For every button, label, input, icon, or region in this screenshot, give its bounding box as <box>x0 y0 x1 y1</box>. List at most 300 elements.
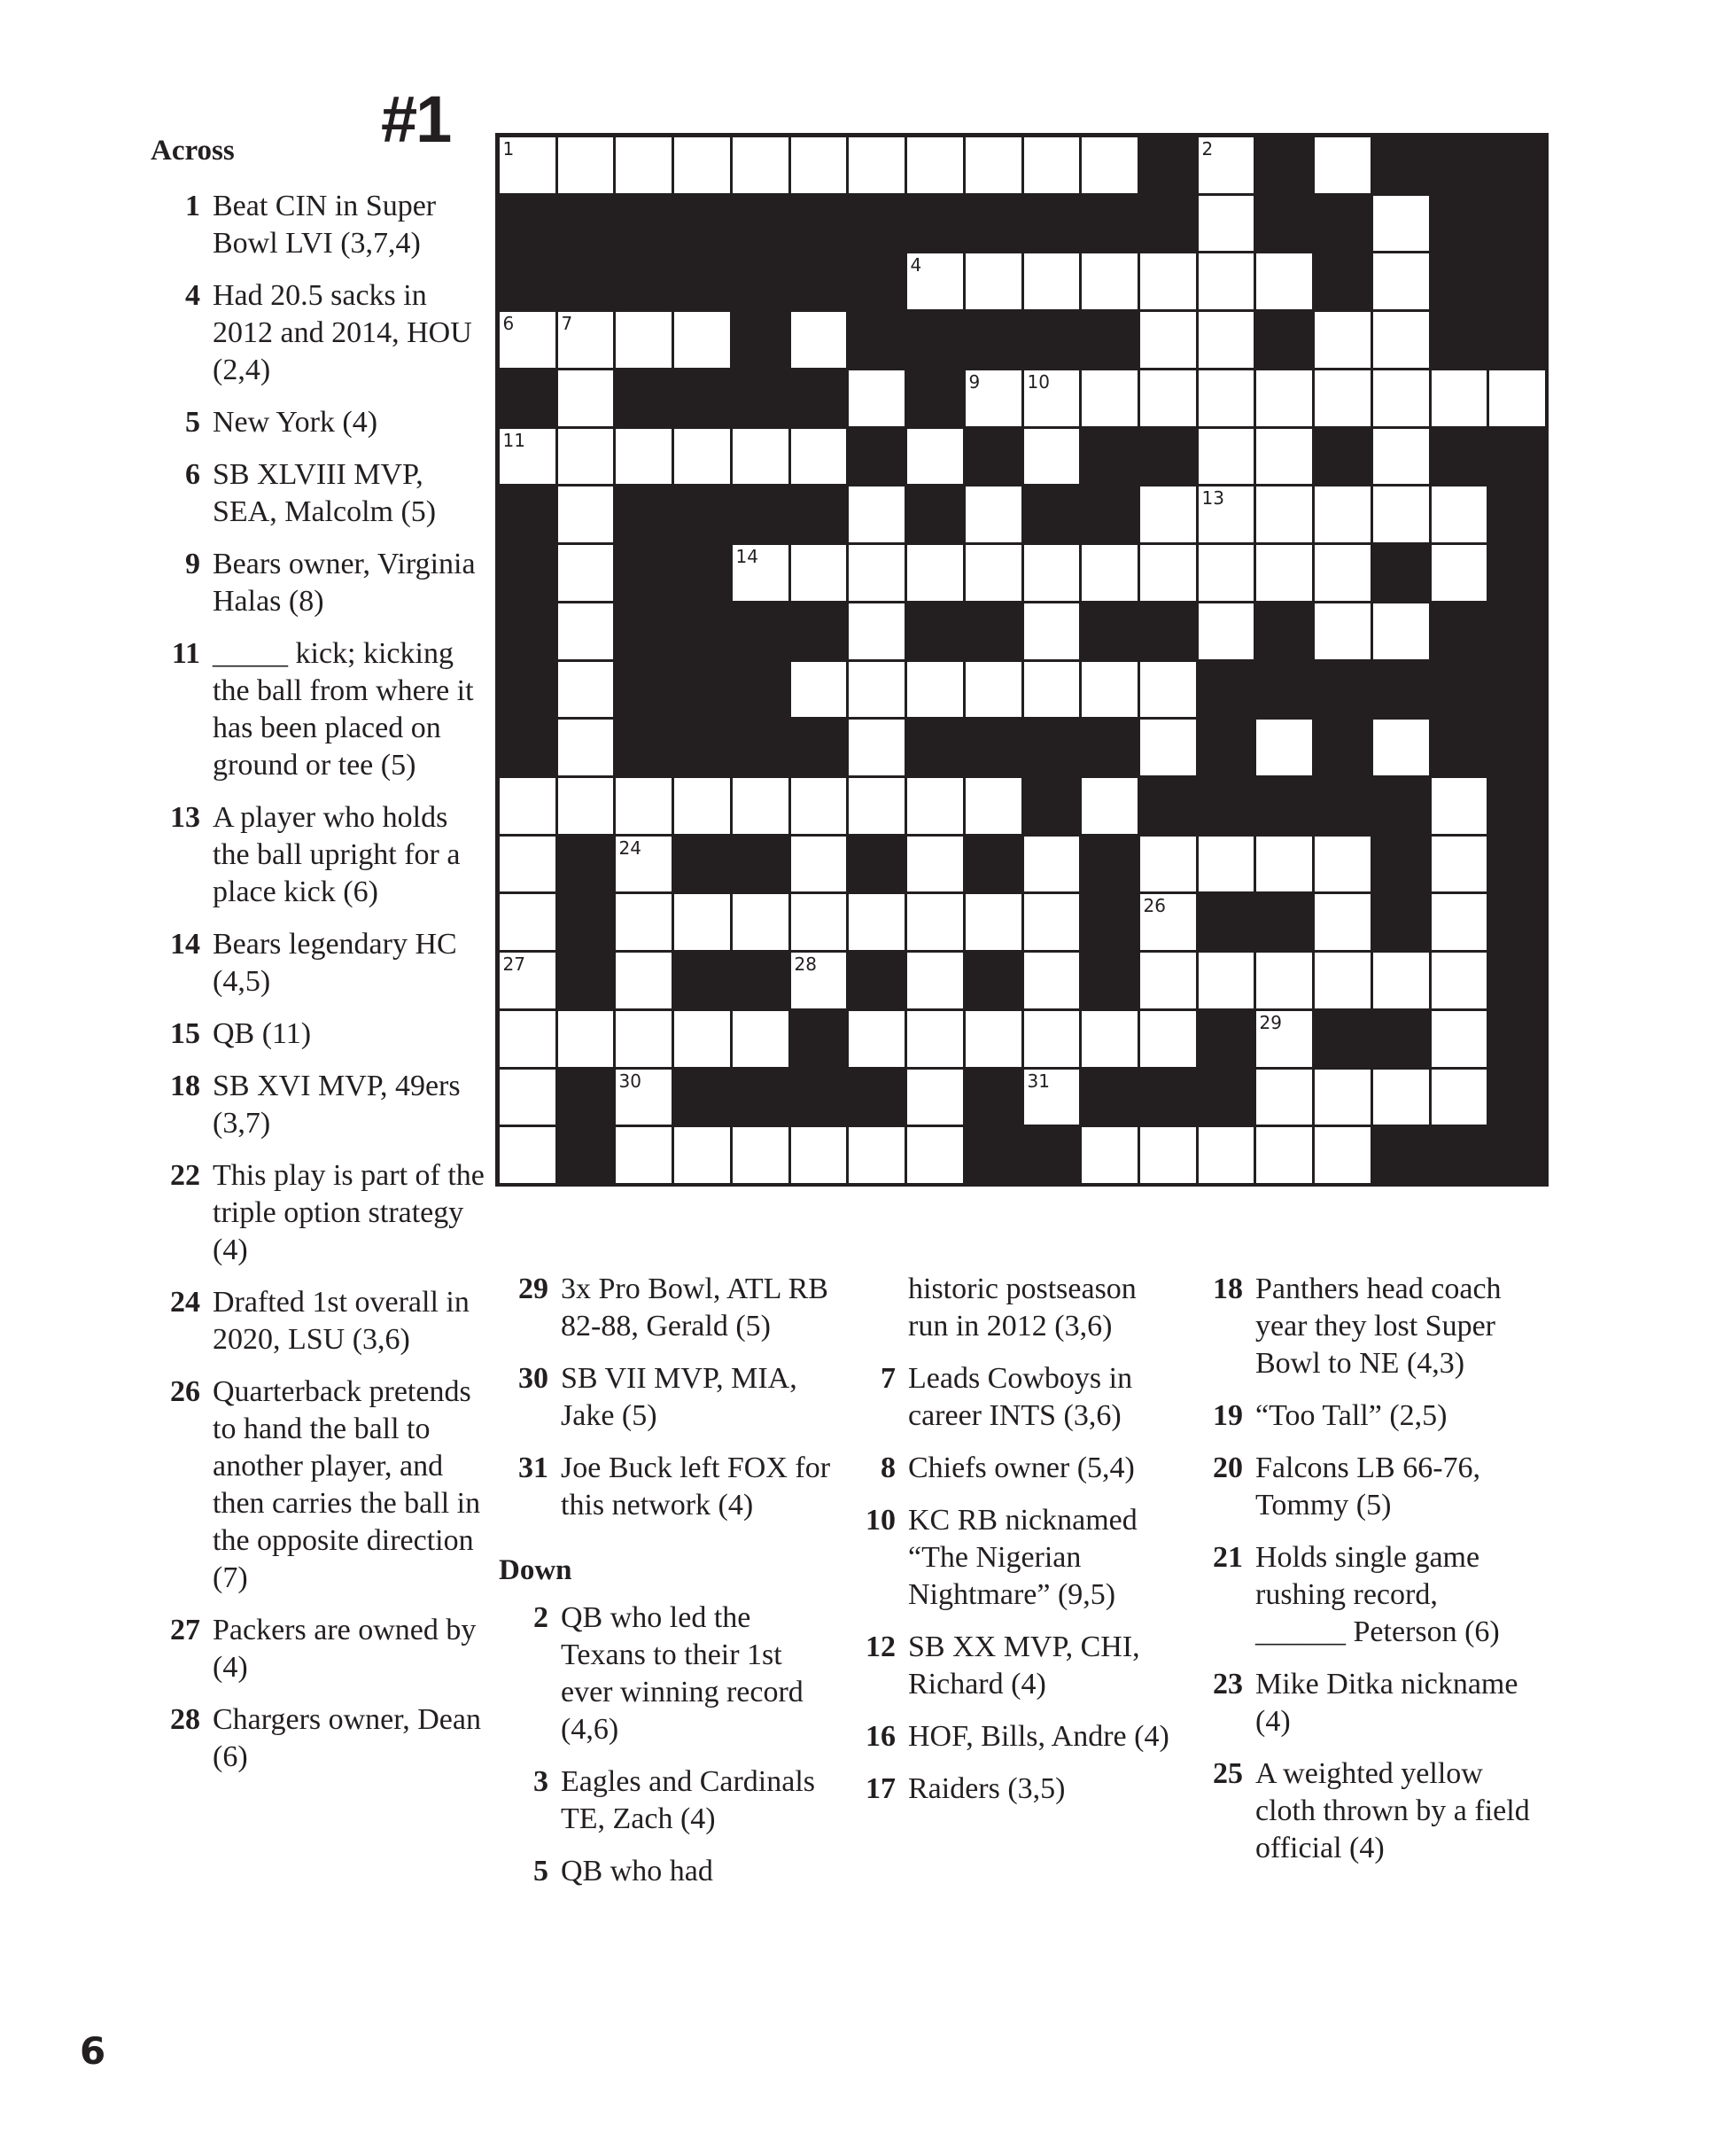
grid-cell[interactable] <box>966 370 1021 426</box>
clues-column-2 <box>499 1271 835 1905</box>
grid-cell[interactable] <box>907 137 963 193</box>
grid-cell[interactable] <box>1373 486 1429 542</box>
grid-block <box>1199 1070 1254 1125</box>
grid-cell[interactable] <box>1432 1070 1487 1125</box>
grid-cell[interactable] <box>1373 312 1429 368</box>
grid-block <box>1082 196 1138 251</box>
grid-cell[interactable] <box>616 1011 672 1067</box>
grid-cell[interactable] <box>1256 1127 1312 1183</box>
grid-cell[interactable] <box>616 778 672 834</box>
clue-across-14 <box>151 926 487 1000</box>
grid-block <box>500 486 555 542</box>
grid-cell[interactable] <box>966 1011 1021 1067</box>
grid-cell[interactable] <box>1199 370 1254 426</box>
grid-block <box>1489 778 1545 834</box>
grid-cell[interactable] <box>1315 953 1371 1008</box>
grid-block <box>1489 1070 1545 1125</box>
grid-cell[interactable] <box>791 312 846 368</box>
clue-text: Holds single game rushing record, ______ Peterson (6) <box>1255 1541 1500 1648</box>
grid-cell[interactable] <box>1024 603 1079 659</box>
grid-block <box>558 1127 613 1183</box>
grid-cell[interactable] <box>1432 837 1487 891</box>
clue-text: A weighted yellow cloth thrown by a field official (4) <box>1255 1757 1530 1864</box>
grid-block <box>791 370 846 426</box>
clue-number: 17 <box>866 1772 896 1805</box>
grid-block <box>616 545 672 601</box>
grid-cell[interactable] <box>1315 312 1371 368</box>
clue-across-24 <box>151 1284 487 1358</box>
grid-block <box>1489 894 1545 950</box>
grid-cell[interactable] <box>674 894 730 950</box>
grid-cell[interactable] <box>849 1127 905 1183</box>
grid-block <box>966 603 1021 659</box>
clue-text: A player who holds the ball upright for a place kick (6) <box>213 801 461 908</box>
grid-cell[interactable] <box>674 1011 730 1067</box>
grid-block <box>907 196 963 251</box>
grid-cell[interactable] <box>1256 370 1312 426</box>
grid-cell[interactable] <box>500 953 555 1008</box>
grid-cell[interactable] <box>1256 953 1312 1008</box>
grid-cell[interactable] <box>1024 1070 1079 1125</box>
grid-cell[interactable] <box>1199 429 1254 484</box>
grid-cell[interactable] <box>1315 603 1371 659</box>
grid-cell[interactable] <box>1315 837 1371 891</box>
across-clues-column-1 <box>151 188 487 1791</box>
grid-cell[interactable] <box>1024 429 1079 484</box>
grid-block <box>1024 196 1079 251</box>
grid-block <box>500 196 555 251</box>
grid-block <box>1489 953 1545 1008</box>
grid-cell[interactable] <box>1373 370 1429 426</box>
grid-cell[interactable] <box>733 1127 788 1183</box>
grid-cell[interactable] <box>966 894 1021 950</box>
grid-cell[interactable] <box>1432 953 1487 1008</box>
grid-block <box>1489 196 1545 251</box>
grid-cell[interactable] <box>907 894 963 950</box>
grid-block <box>1199 1011 1254 1067</box>
grid-block <box>674 720 730 775</box>
grid-block <box>1373 137 1429 193</box>
grid-cell[interactable] <box>500 1070 555 1125</box>
grid-cell[interactable] <box>616 1070 672 1125</box>
grid-cell[interactable] <box>558 370 613 426</box>
grid-cell[interactable] <box>1256 1011 1312 1067</box>
grid-block <box>791 1070 846 1125</box>
grid-block <box>500 603 555 659</box>
grid-block <box>1199 720 1254 775</box>
grid-cell[interactable] <box>966 137 1021 193</box>
cell-number: 31 <box>1027 1070 1050 1092</box>
grid-cell[interactable] <box>907 837 963 891</box>
grid-cell[interactable] <box>1199 1127 1254 1183</box>
grid-block <box>733 953 788 1008</box>
grid-cell[interactable] <box>1082 370 1138 426</box>
clue-number: 10 <box>866 1504 896 1537</box>
clue-across-13 <box>151 799 487 911</box>
grid-cell[interactable] <box>849 486 905 542</box>
grid-cell[interactable] <box>1199 196 1254 251</box>
grid-cell[interactable] <box>733 1011 788 1067</box>
grid-cell[interactable] <box>1373 429 1429 484</box>
grid-block <box>1082 837 1138 891</box>
grid-cell[interactable] <box>1199 486 1254 542</box>
grid-block <box>674 253 730 309</box>
clue-across-5 <box>151 404 487 441</box>
clue-number: 6 <box>185 458 200 491</box>
grid-cell[interactable] <box>1024 370 1079 426</box>
grid-cell[interactable] <box>500 778 555 834</box>
grid-cell[interactable] <box>616 837 672 891</box>
grid-cell[interactable] <box>1140 953 1196 1008</box>
grid-block <box>1373 894 1429 950</box>
grid-cell[interactable] <box>907 1011 963 1067</box>
grid-cell[interactable] <box>1082 1011 1138 1067</box>
grid-cell[interactable] <box>1024 1011 1079 1067</box>
clue-across-29 <box>499 1271 835 1345</box>
grid-cell[interactable] <box>907 1070 963 1125</box>
cell-number: 4 <box>910 253 922 276</box>
grid-cell[interactable] <box>1315 137 1371 193</box>
clue-text: Leads Cowboys in career INTS (3,6) <box>908 1362 1133 1432</box>
clue-down-8 <box>846 1450 1183 1487</box>
grid-cell[interactable] <box>966 662 1021 717</box>
grid-cell[interactable] <box>558 429 613 484</box>
grid-cell[interactable] <box>1256 545 1312 601</box>
grid-cell[interactable] <box>1199 837 1254 891</box>
grid-block <box>674 603 730 659</box>
grid-cell[interactable] <box>1140 312 1196 368</box>
grid-block <box>500 253 555 309</box>
grid-cell[interactable] <box>1373 253 1429 309</box>
clue-text: QB who led the Texans to their 1st ever winning record (4,6) <box>561 1601 804 1746</box>
grid-cell[interactable] <box>1373 953 1429 1008</box>
grid-cell[interactable] <box>1489 370 1545 426</box>
grid-cell[interactable] <box>966 253 1021 309</box>
grid-block <box>1140 196 1196 251</box>
clue-across-18 <box>151 1068 487 1142</box>
grid-block <box>1315 253 1371 309</box>
clue-number: 28 <box>170 1703 200 1736</box>
grid-block <box>1140 1070 1196 1125</box>
clue-down-18 <box>1193 1271 1530 1382</box>
grid-cell[interactable] <box>616 953 672 1008</box>
grid-cell[interactable] <box>1256 837 1312 891</box>
clue-down-17 <box>846 1771 1183 1808</box>
grid-cell[interactable] <box>1082 1127 1138 1183</box>
clue-text: Packers are owned by (4) <box>213 1614 477 1684</box>
grid-block <box>558 894 613 950</box>
grid-cell[interactable] <box>907 429 963 484</box>
grid-cell[interactable] <box>1199 603 1254 659</box>
clue-text: Panthers head coach year they lost Super Bowl to NE (4,3) <box>1255 1273 1502 1380</box>
grid-block <box>1256 137 1312 193</box>
grid-block <box>907 603 963 659</box>
grid-cell[interactable] <box>500 137 555 193</box>
grid-block <box>907 720 963 775</box>
grid-block <box>1140 429 1196 484</box>
grid-cell[interactable] <box>558 486 613 542</box>
grid-cell[interactable] <box>1199 312 1254 368</box>
clue-text: Mike Ditka nickname (4) <box>1255 1668 1518 1738</box>
grid-block <box>1432 429 1487 484</box>
grid-block <box>791 196 846 251</box>
grid-cell[interactable] <box>1373 1070 1429 1125</box>
grid-cell[interactable] <box>849 894 905 950</box>
clue-text: Had 20.5 sacks in 2012 and 2014, HOU (2,4) <box>213 279 472 386</box>
grid-cell[interactable] <box>616 894 672 950</box>
grid-cell[interactable] <box>1140 1127 1196 1183</box>
grid-block <box>674 837 730 891</box>
grid-cell[interactable] <box>966 545 1021 601</box>
grid-cell[interactable] <box>907 778 963 834</box>
grid-block <box>1082 894 1138 950</box>
clue-across-27 <box>151 1612 487 1686</box>
grid-cell[interactable] <box>907 253 963 309</box>
clue-down-16 <box>846 1718 1183 1755</box>
clue-text: SB XLVIII MVP, SEA, Malcolm (5) <box>213 458 437 528</box>
grid-cell[interactable] <box>674 778 730 834</box>
grid-block <box>966 312 1021 368</box>
grid-cell[interactable] <box>1315 894 1371 950</box>
grid-cell[interactable] <box>1140 662 1196 717</box>
grid-cell[interactable] <box>1082 778 1138 834</box>
clue-across-28 <box>151 1701 487 1776</box>
grid-cell[interactable] <box>558 720 613 775</box>
grid-cell[interactable] <box>1140 1011 1196 1067</box>
grid-cell[interactable] <box>1315 370 1371 426</box>
grid-cell[interactable] <box>616 1127 672 1183</box>
grid-cell[interactable] <box>1315 1070 1371 1125</box>
grid-cell[interactable] <box>791 545 846 601</box>
grid-block <box>791 486 846 542</box>
grid-cell[interactable] <box>1024 837 1079 891</box>
grid-block <box>1140 137 1196 193</box>
grid-cell[interactable] <box>791 953 846 1008</box>
grid-cell[interactable] <box>1256 253 1312 309</box>
cell-number: 26 <box>1143 894 1166 916</box>
grid-cell[interactable] <box>500 429 555 484</box>
grid-cell[interactable] <box>1140 253 1196 309</box>
clue-down-23 <box>1193 1666 1530 1740</box>
grid-cell[interactable] <box>1315 545 1371 601</box>
grid-cell[interactable] <box>1199 545 1254 601</box>
grid-cell[interactable] <box>500 312 555 368</box>
grid-cell[interactable] <box>1140 545 1196 601</box>
grid-cell[interactable] <box>849 778 905 834</box>
grid-block <box>1489 545 1545 601</box>
grid-cell[interactable] <box>1256 1070 1312 1125</box>
grid-cell[interactable] <box>849 720 905 775</box>
cell-number: 1 <box>502 137 515 160</box>
grid-block <box>733 1070 788 1125</box>
grid-cell[interactable] <box>558 603 613 659</box>
grid-cell[interactable] <box>500 894 555 950</box>
grid-cell[interactable] <box>1315 1127 1371 1183</box>
grid-cell[interactable] <box>616 312 672 368</box>
grid-cell[interactable] <box>1199 253 1254 309</box>
grid-block <box>907 486 963 542</box>
grid-block <box>674 1070 730 1125</box>
grid-block <box>558 253 613 309</box>
down-heading: Down <box>499 1554 572 1586</box>
grid-cell[interactable] <box>500 1011 555 1067</box>
grid-cell[interactable] <box>1432 370 1487 426</box>
grid-cell[interactable] <box>849 545 905 601</box>
grid-block <box>1489 312 1545 368</box>
grid-cell[interactable] <box>1024 662 1079 717</box>
grid-cell[interactable] <box>1256 429 1312 484</box>
clue-down-5-continued <box>846 1271 1183 1345</box>
grid-cell[interactable] <box>500 1127 555 1183</box>
grid-block <box>1489 720 1545 775</box>
clue-text: QB who had <box>561 1855 713 1887</box>
grid-cell[interactable] <box>791 137 846 193</box>
grid-cell[interactable] <box>1373 603 1429 659</box>
grid-cell[interactable] <box>907 953 963 1008</box>
grid-block <box>1489 837 1545 891</box>
grid-block <box>1082 720 1138 775</box>
grid-block <box>1140 778 1196 834</box>
grid-block <box>791 603 846 659</box>
grid-cell[interactable] <box>733 894 788 950</box>
grid-cell[interactable] <box>1373 720 1429 775</box>
cell-number: 27 <box>502 953 525 975</box>
grid-cell[interactable] <box>558 1011 613 1067</box>
grid-cell[interactable] <box>907 545 963 601</box>
clue-across-22 <box>151 1157 487 1269</box>
grid-block <box>1432 196 1487 251</box>
grid-cell[interactable] <box>674 429 730 484</box>
grid-cell[interactable] <box>1315 486 1371 542</box>
grid-cell[interactable] <box>1140 720 1196 775</box>
grid-block <box>1024 312 1079 368</box>
grid-cell[interactable] <box>791 778 846 834</box>
grid-cell[interactable] <box>1082 253 1138 309</box>
clue-text: “Too Tall” (2,5) <box>1255 1399 1448 1432</box>
grid-cell[interactable] <box>674 312 730 368</box>
grid-cell[interactable] <box>907 662 963 717</box>
grid-cell[interactable] <box>558 312 613 368</box>
grid-block <box>500 370 555 426</box>
grid-cell[interactable] <box>1024 545 1079 601</box>
grid-cell[interactable] <box>849 137 905 193</box>
grid-cell[interactable] <box>1432 1011 1487 1067</box>
grid-block <box>1432 662 1487 717</box>
grid-cell[interactable] <box>1082 545 1138 601</box>
clue-across-9 <box>151 546 487 620</box>
grid-cell[interactable] <box>1432 486 1487 542</box>
grid-block <box>500 545 555 601</box>
grid-cell[interactable] <box>616 429 672 484</box>
clue-number: 22 <box>170 1159 200 1192</box>
grid-cell[interactable] <box>966 778 1021 834</box>
grid-cell[interactable] <box>674 137 730 193</box>
grid-cell[interactable] <box>500 837 555 891</box>
grid-cell[interactable] <box>849 1011 905 1067</box>
grid-cell[interactable] <box>558 137 613 193</box>
clue-text: KC RB nicknamed “The Nigerian Nightmare” (9,5) <box>908 1504 1138 1611</box>
grid-block <box>849 253 905 309</box>
grid-cell[interactable] <box>1024 137 1079 193</box>
grid-cell[interactable] <box>907 1127 963 1183</box>
grid-block <box>558 837 613 891</box>
grid-cell[interactable] <box>791 1127 846 1183</box>
clue-text: Quarterback pretends to hand the ball to another player, and then carries the ball in the opposite direction (7) <box>213 1375 481 1594</box>
grid-cell[interactable] <box>791 662 846 717</box>
grid-block <box>733 720 788 775</box>
grid-cell[interactable] <box>733 137 788 193</box>
grid-block <box>1256 662 1312 717</box>
grid-cell[interactable] <box>1082 662 1138 717</box>
grid-cell[interactable] <box>616 137 672 193</box>
clue-text: Eagles and Cardinals TE, Zach (4) <box>561 1765 816 1835</box>
grid-cell[interactable] <box>558 662 613 717</box>
grid-block <box>1432 720 1487 775</box>
grid-cell[interactable] <box>1140 486 1196 542</box>
clue-number: 21 <box>1213 1541 1243 1574</box>
clue-number: 30 <box>518 1362 548 1395</box>
grid-cell[interactable] <box>1432 894 1487 950</box>
grid-cell[interactable] <box>1199 137 1254 193</box>
grid-cell[interactable] <box>1199 953 1254 1008</box>
grid-cell[interactable] <box>791 429 846 484</box>
grid-cell[interactable] <box>1373 196 1429 251</box>
cell-number: 13 <box>1201 486 1224 509</box>
grid-block <box>791 1011 846 1067</box>
grid-cell[interactable] <box>1256 486 1312 542</box>
clue-down-25 <box>1193 1755 1530 1867</box>
clue-number: 13 <box>170 801 200 834</box>
grid-cell[interactable] <box>674 1127 730 1183</box>
grid-cell[interactable] <box>1140 837 1196 891</box>
clues-column-4 <box>1193 1271 1530 1882</box>
grid-cell[interactable] <box>849 370 905 426</box>
grid-block <box>1315 429 1371 484</box>
clue-number: 20 <box>1213 1452 1243 1484</box>
grid-cell[interactable] <box>966 486 1021 542</box>
grid-cell[interactable] <box>1256 720 1312 775</box>
cell-number: 7 <box>561 312 573 334</box>
grid-cell[interactable] <box>1024 253 1079 309</box>
grid-cell[interactable] <box>1140 894 1196 950</box>
grid-cell[interactable] <box>733 545 788 601</box>
grid-cell[interactable] <box>849 603 905 659</box>
clue-text: Raiders (3,5) <box>908 1772 1066 1805</box>
grid-block <box>1082 429 1138 484</box>
grid-cell[interactable] <box>1432 545 1487 601</box>
grid-cell[interactable] <box>1024 894 1079 950</box>
grid-cell[interactable] <box>1140 370 1196 426</box>
grid-block <box>616 662 672 717</box>
grid-block <box>907 370 963 426</box>
grid-cell[interactable] <box>1024 953 1079 1008</box>
grid-block <box>733 837 788 891</box>
grid-cell[interactable] <box>733 778 788 834</box>
grid-cell[interactable] <box>558 545 613 601</box>
grid-cell[interactable] <box>791 837 846 891</box>
grid-cell[interactable] <box>1432 778 1487 834</box>
clue-number: 5 <box>185 406 200 439</box>
grid-block <box>1315 1011 1371 1067</box>
grid-block <box>1432 312 1487 368</box>
grid-cell[interactable] <box>791 894 846 950</box>
grid-cell[interactable] <box>558 778 613 834</box>
grid-block <box>733 196 788 251</box>
grid-cell[interactable] <box>1082 137 1138 193</box>
grid-cell[interactable] <box>733 429 788 484</box>
grid-block <box>966 1127 1021 1183</box>
grid-cell[interactable] <box>849 662 905 717</box>
